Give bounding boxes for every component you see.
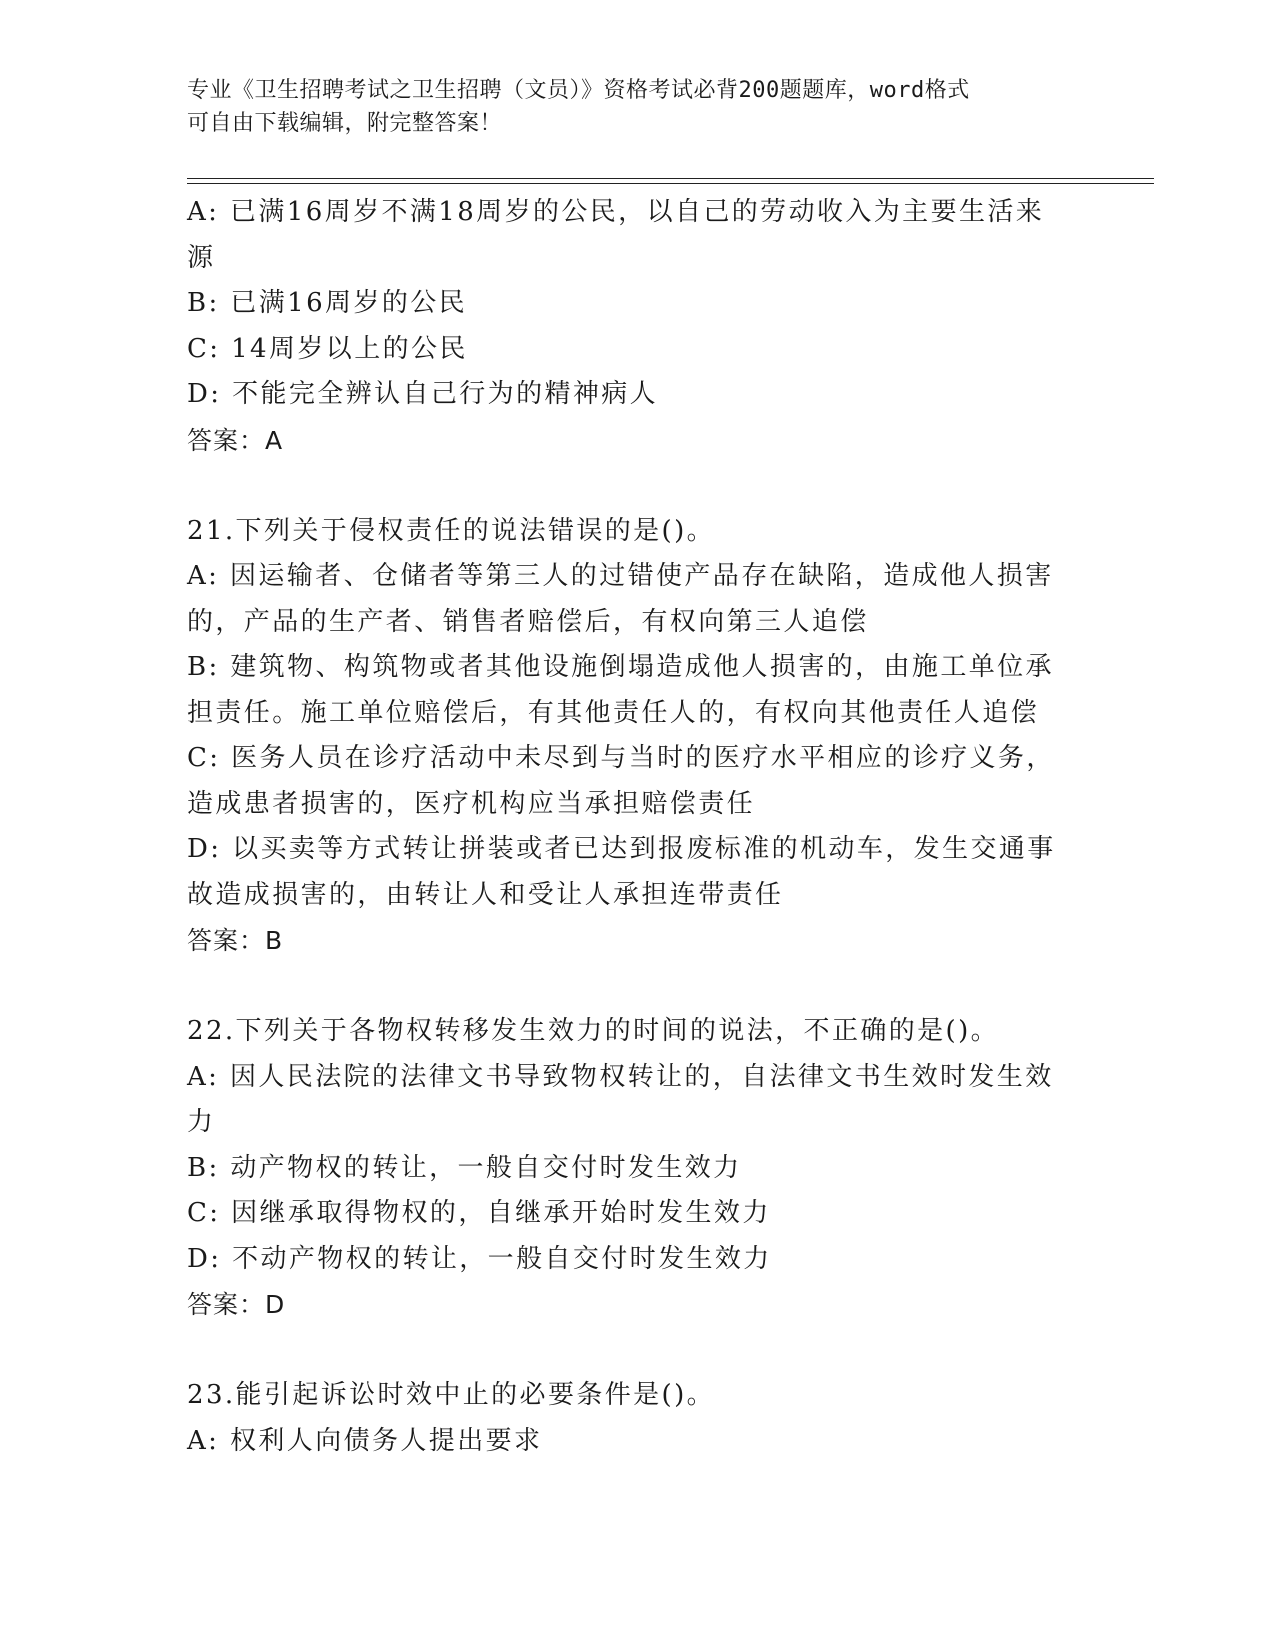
option-a: A: 因人民法院的法律文书导致物权转让的，自法律文书生效时发生效 [187, 1061, 1054, 1092]
question-list [187, 190, 1087, 1464]
option-a-continued: 的，产品的生产者、销售者赔偿后，有权向第三人追偿 [187, 606, 869, 637]
option-c: C: 14周岁以上的公民 [187, 333, 468, 364]
question-block [187, 1373, 1087, 1464]
question-block [187, 1009, 1087, 1328]
question-23: 23.能引起诉讼时效中止的必要条件是()。 [187, 1380, 716, 1410]
option-d: D: 以买卖等方式转让拼装或者已达到报废标准的机动车，发生交通事 [187, 834, 1056, 864]
option-a: A: 因运输者、仓储者等第三人的过错使产品存在缺陷，造成他人损害 [187, 561, 1054, 591]
option-a-continued: 力 [187, 1107, 216, 1137]
option-a-continued: 源 [187, 242, 216, 273]
answer-line: 答案：D [187, 1290, 286, 1319]
question-block [187, 509, 1087, 964]
block-spacer [187, 1328, 1087, 1374]
answer-line: 答案：B [187, 926, 284, 955]
document-header [187, 74, 1067, 140]
option-c: C: 医务人员在诊疗活动中未尽到与当时的医疗水平相应的诊疗义务， [187, 743, 1055, 773]
block-spacer [187, 964, 1087, 1010]
option-b: B: 动产物权的转让，一般自交付时发生效力 [187, 1152, 742, 1183]
option-c: C: 因继承取得物权的，自继承开始时发生效力 [187, 1198, 771, 1228]
header-divider-bottom [187, 183, 1154, 184]
header-title-line-2: 可自由下载编辑，附完整答案！ [187, 111, 503, 136]
option-a: A: 已满16周岁不满18周岁的公民，以自己的劳动收入为主要生活来 [187, 197, 1045, 227]
question-block [187, 190, 1087, 463]
block-spacer [187, 463, 1087, 509]
option-c-continued: 造成患者损害的，医疗机构应当承担赔偿责任 [187, 788, 756, 819]
option-b: B: 建筑物、构筑物或者其他设施倒塌造成他人损害的，由施工单位承 [187, 652, 1054, 682]
option-a: A: 权利人向债务人提出要求 [187, 1425, 543, 1456]
option-b-continued: 担责任。施工单位赔偿后，有其他责任人的，有权向其他责任人追偿 [187, 697, 1040, 728]
option-d: D: 不动产物权的转让，一般自交付时发生效力 [187, 1243, 772, 1274]
header-title-line-1: 专业《卫生招聘考试之卫生招聘（文员）》资格考试必背200题题库，word格式 [187, 78, 970, 103]
option-b: B: 已满16周岁的公民 [187, 288, 468, 318]
option-d: D: 不能完全辨认自己行为的精神病人 [187, 379, 659, 409]
header-divider-top [187, 178, 1154, 179]
answer-line: 答案：A [187, 425, 284, 455]
question-21: 21.下列关于侵权责任的说法错误的是()。 [187, 515, 716, 546]
option-d-continued: 故造成损害的，由转让人和受让人承担连带责任 [187, 879, 784, 910]
question-22: 22.下列关于各物权转移发生效力的时间的说法，不正确的是()。 [187, 1016, 1000, 1046]
